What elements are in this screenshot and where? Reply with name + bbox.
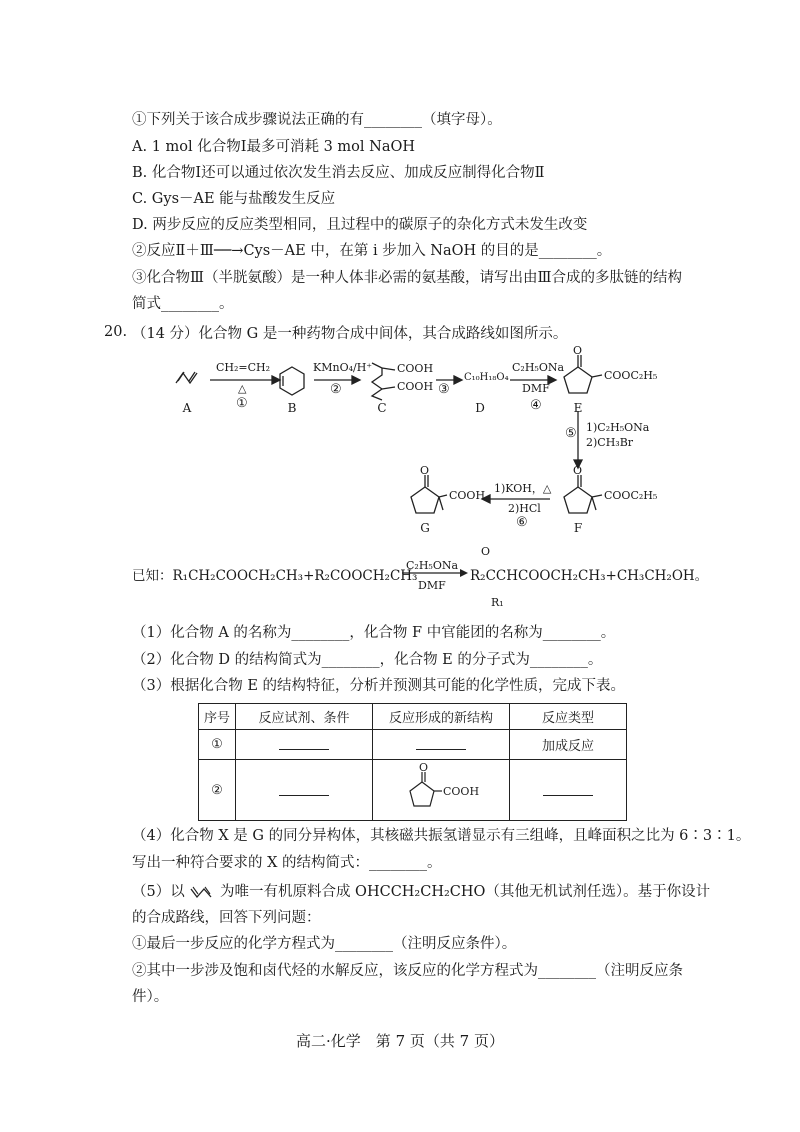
step3-marker: ③ xyxy=(438,382,450,397)
d-formula: C₁₀H₁₈O₄ xyxy=(464,372,509,383)
q20-number: 20. xyxy=(104,324,128,340)
synthesis-scheme xyxy=(0,345,800,545)
label-b: B xyxy=(287,401,297,415)
row1-type: 加成反应 xyxy=(510,730,627,760)
row2-reagent-blank xyxy=(279,781,329,796)
q19-option-b: B. 化合物Ⅰ还可以通过依次发生消去反应、加成反应制得化合物Ⅱ xyxy=(132,165,545,181)
q19-option-a: A. 1 mol 化合物Ⅰ最多可消耗 3 mol NaOH xyxy=(132,139,416,155)
row2-struct-o: O xyxy=(419,761,429,774)
label-d: D xyxy=(475,401,485,415)
row1-reagent-blank xyxy=(279,735,329,750)
q20-part5-line2: 的合成路线，回答下列问题： xyxy=(132,910,321,926)
f-ester-group: COOC₂H₅ xyxy=(604,489,658,502)
known-carbonyl-o: O xyxy=(481,545,491,558)
q19-item3-line1: ③化合物Ⅲ（半胱氨酸）是一种人体非必需的氨基酸，请写出由Ⅲ合成的多肽链的结构 xyxy=(132,270,682,286)
row2-struct-group: COOH xyxy=(443,785,480,798)
q20-part1: （1）化合物 A 的名称为________，化合物 F 中官能团的名称为________。 xyxy=(132,625,616,641)
known-reaction-products: R₂CCHCOOCH₂CH₃+CH₃CH₂OH。 xyxy=(470,568,709,584)
header-type: 反应类型 xyxy=(510,704,627,730)
cond1-bottom: △ xyxy=(238,382,247,395)
q19-item3-line2: 简式________。 xyxy=(132,296,234,312)
step5-marker: ⑤ xyxy=(565,426,577,441)
properties-table xyxy=(198,703,627,821)
q20-part5-line4: ②其中一步涉及饱和卤代烃的水解反应，该反应的化学方程式为________（注明反应条 xyxy=(132,963,683,979)
cond6-top: 1)KOH，△ xyxy=(494,482,552,495)
row2-no: ② xyxy=(199,760,236,821)
step4-marker: ④ xyxy=(530,398,542,413)
q20-part2: （2）化合物 D 的结构简式为________，化合物 E 的分子式为________。 xyxy=(132,652,603,668)
compound-f-ring xyxy=(564,487,592,513)
q19-item2: ②反应Ⅱ＋Ⅲ──→Cys－AE 中，在第 i 步加入 NaOH 的目的是________。 xyxy=(132,243,612,259)
q19-option-d: D. 两步反应的反应类型相同，且过程中的碳原子的杂化方式未发生改变 xyxy=(132,217,588,233)
e-oxygen: O xyxy=(573,344,583,357)
q19-item1: ①下列关于该合成步骤说法正确的有________（填字母）。 xyxy=(132,112,502,128)
f-oxygen: O xyxy=(573,464,583,477)
cond4-top: C₂H₅ONa xyxy=(512,361,565,374)
step6-marker: ⑥ xyxy=(516,515,528,530)
cond2-top: KMnO₄/H⁺ xyxy=(313,361,373,374)
label-e: E xyxy=(573,401,583,415)
table-header-row xyxy=(199,704,627,730)
table-row xyxy=(199,730,627,760)
compound-g-ring xyxy=(411,487,439,513)
known-cond-bottom: DMF xyxy=(418,579,446,592)
c-cooh-top: COOH xyxy=(397,362,434,375)
row2-structure xyxy=(376,760,506,816)
known-cond-top: C₂H₅ONa xyxy=(406,559,459,572)
known-arrow xyxy=(400,568,470,578)
cond1-top: CH₂=CH₂ xyxy=(216,361,271,374)
page-footer: 高二·化学 第 7 页（共 7 页） xyxy=(296,1032,504,1050)
e-ester-group: COOC₂H₅ xyxy=(604,369,658,382)
header-reagent: 反应试剂、条件 xyxy=(236,704,373,730)
q20-part3: （3）根据化合物 E 的结构特征，分析并预测其可能的化学性质，完成下表。 xyxy=(132,678,626,694)
q20-intro: （14 分）化合物 G 是一种药物合成中间体，其合成路线如图所示。 xyxy=(132,326,568,342)
c-cooh-bottom: COOH xyxy=(397,380,434,393)
g-acid-group: COOH xyxy=(449,489,486,502)
cond5-a: 1)C₂H₅ONa xyxy=(586,421,650,434)
q20-part5-line5: 件）。 xyxy=(132,989,169,1005)
butadiene-icon xyxy=(189,885,215,899)
q20-part5-suffix: 为唯一有机原料合成 OHCCH₂CH₂CHO（其他无机试剂任选）。基于你设计 xyxy=(219,884,711,900)
header-structure: 反应形成的新结构 xyxy=(373,704,510,730)
known-reaction-reactants: 已知：R₁CH₂COOCH₂CH₃+R₂COOCH₂CH₃ xyxy=(132,568,418,584)
header-no: 序号 xyxy=(199,704,236,730)
step2-marker: ② xyxy=(330,382,342,397)
cond6-bottom: 2)HCl xyxy=(508,502,541,515)
label-c: C xyxy=(377,401,387,415)
q20-part5-line1 xyxy=(132,882,710,902)
row2-type-blank xyxy=(543,781,593,796)
q20-part5-prefix: （5）以 xyxy=(132,884,185,900)
q20-part5-line3: ①最后一步反应的化学方程式为________（注明反应条件）。 xyxy=(132,936,517,952)
row1-structure-blank xyxy=(416,735,466,750)
row1-no: ① xyxy=(199,730,236,760)
known-r1: R₁ xyxy=(491,596,504,609)
label-a: A xyxy=(182,401,192,415)
step1-marker: ① xyxy=(236,396,248,411)
cond5-b: 2)CH₃Br xyxy=(586,436,634,449)
label-g: G xyxy=(420,521,430,535)
q20-part4-line2: 写出一种符合要求的 X 的结构简式：________。 xyxy=(132,855,442,871)
cond4-bottom: DMF xyxy=(522,382,550,395)
compound-e-ring xyxy=(564,367,592,393)
adipic-acid-chain xyxy=(372,363,382,400)
table-row xyxy=(199,760,627,821)
label-f: F xyxy=(573,521,583,535)
q20-part4-line1: （4）化合物 X 是 G 的同分异构体，其核磁共振氢谱显示有三组峰，且峰面积之比为 6∶3∶1。 xyxy=(132,828,751,844)
q19-option-c: C. Gys－AE 能与盐酸发生反应 xyxy=(132,191,336,207)
g-oxygen: O xyxy=(420,464,430,477)
